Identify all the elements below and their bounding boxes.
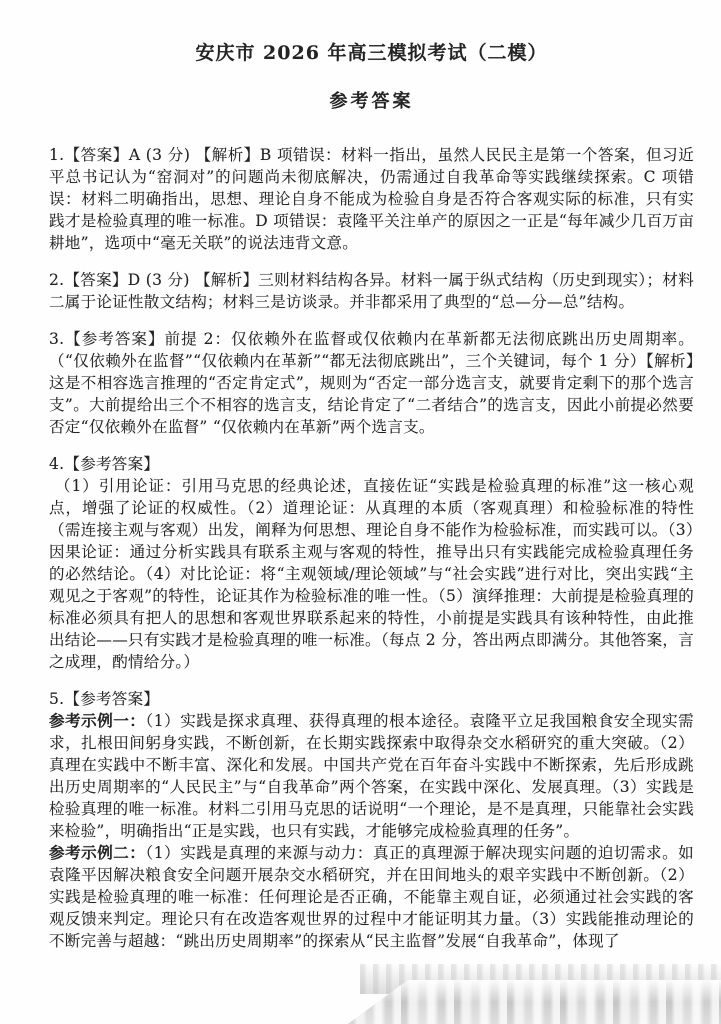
example-2-label: 参考示例二： xyxy=(49,843,146,862)
answer-4 xyxy=(49,453,694,673)
answer-5-example-1 xyxy=(49,710,694,842)
example-2-text: （1）实践是真理的来源与动力：真正的真理源于解决现实问题的迫切需求。如袁隆平因解决粮食安全问题开展杂交水稻研究，并在田间地头的艰辛实践中不断创新。（2）实践是检验真理的唯一标准：任何理论是否正确，不能靠主观自证，必须通过社会实践的客观反馈来判定。理论只有在改造客观世界的过程中才能证明其力量。（3）实践能推动理论的不断完善与超越：“跳出历史周期率”的探索从“民主监督”发展“自我革命”，体现了 xyxy=(49,844,694,950)
answer-5-example-2 xyxy=(49,842,694,952)
answer-4-heading: 4.【参考答案】 xyxy=(49,455,160,473)
answer-5 xyxy=(49,688,694,952)
answer-5-heading: 5.【参考答案】 xyxy=(49,690,160,708)
document-title: 安庆市 2026 年高三模拟考试（二模） xyxy=(195,42,548,64)
answer-4-body: （1）引用论证：引用马克思的经典论述，直接佐证“实践是检验真理的标准”这一核心观点，增强了论证的权威性。（2）道理论证：从真理的本质（客观真理）和检验标准的特性（需连接主观与客观）出发，阐释为何思想、理论自身不能作为检验标准，而实践可以。（3）因果论证：通过分析实践具有联系主观与客观的特性，推导出只有实践能完成检验真理任务的必然结论。（4）对比论证：将“主观领域/理论领域”与“社会实践”进行对比，突出实践“主观见之于客观”的特性，论证其作为检验标准的唯一性。（5）演绎推理：大前提是检验真理的标准必须具有把人的思想和客观世界联系起来的特性，小前提是实践具有该种特性，由此推出结论——只有实践才是检验真理的唯一标准。（每点 2 分，答出两点即满分。其他答案，言之成理，酌情给分。） xyxy=(49,477,694,671)
example-1-label: 参考示例一： xyxy=(49,711,146,730)
scan-smear-artifact xyxy=(348,980,721,1024)
example-1-text: （1）实践是探求真理、获得真理的根本途径。袁隆平立足我国粮食安全现实需求，扎根田间躬身实践，不断创新，在长期实践探索中取得杂交水稻研究的重大突破。（2）真理在实践中不断丰富、深化和发展。中国共产党在百年奋斗实践中不断探索，先后形成跳出历史周期率的“人民民主”与“自我革命”两个答案，在实践中深化、发展真理。（3）实践是检验真理的唯一标准。材料二引用马克思的话说明“一个理论，是不是真理，只能靠社会实践来检验”，明确指出“正是实践，也只有实践，才能够完成检验真理的任务”。 xyxy=(49,712,694,840)
answer-1: 1.【答案】A (3 分) 【解析】B 项错误：材料一指出，虽然人民民主是第一个答案，但习近平总书记认为“窑洞对”的问题尚未彻底解决，仍需通过自我革命等实践继续探索。C 项错误：材料二明确指出，思想、理论自身不能成为检验自身是否符合客观实际的标准，只有实践才是检验真理的唯一标准。D 项错误：袁隆平关注单产的原因之一正是“每年减少几百万亩耕地”，选项中“毫无关联”的说法违背文意。 xyxy=(49,146,694,252)
answer-2: 2.【答案】D (3 分) 【解析】三则材料结构各异。材料一属于纵式结构（历史到现实）；材料二属于论证性散文结构；材料三是访谈录。并非都采用了典型的“总—分—总”结构。 xyxy=(49,271,694,311)
answer-3: 3.【参考答案】前提 2：仅依赖外在监督或仅依赖内在革新都无法彻底跳出历史周期率。（“仅依赖外在监督”“仅依赖内在革新”“都无法彻底跳出”，三个关键词，每个 1 分）【解析】这是不相容选言推理的“否定肯定式”，规则为“否定一部分选言支，就要肯定剩下的那个选言支”。大前提给出三个不相容的选言支，结论肯定了“二者结合”的选言支，因此小前提必然要否定“仅依赖外在监督” “仅依赖内在革新”两个选言支。 xyxy=(49,330,694,436)
document-subtitle: 参考答案 xyxy=(329,91,414,112)
